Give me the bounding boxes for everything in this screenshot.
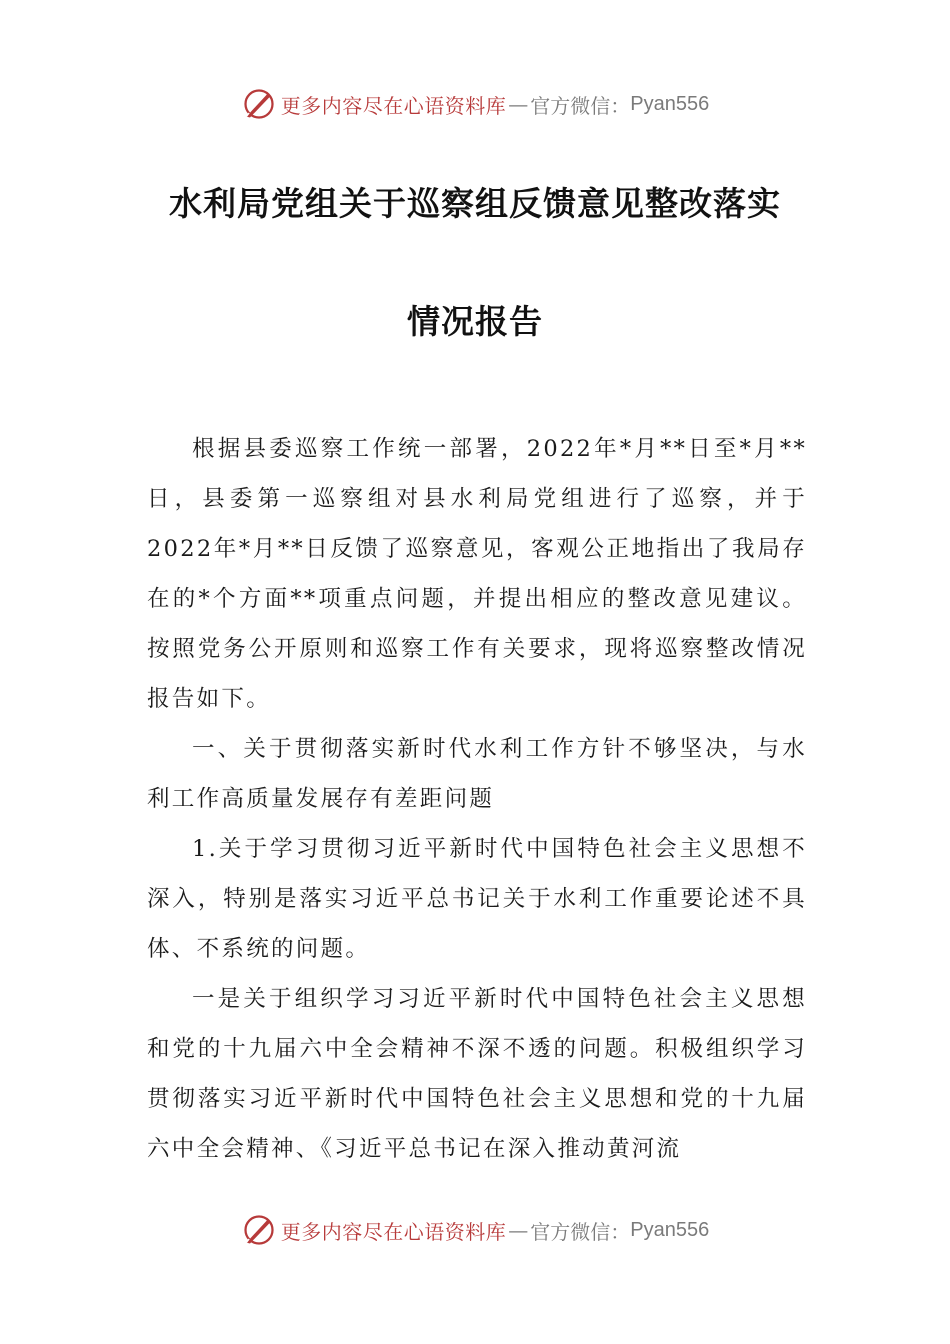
paragraph-section-heading: 一、关于贯彻落实新时代水利工作方针不够坚决，与水利工作高质量发展存有差距问题 [147,736,807,812]
watermark-text: 更多内容尽在心语资料库 [280,1219,507,1244]
watermark-banner-top [0,84,950,124]
watermark-dash: — [508,1218,529,1242]
document-title-line-2: 情况报告 [407,302,543,341]
paragraph-item-1: 1.关于学习贯彻习近平新时代中国特色社会主义思想不深入，特别是落实习近平总书记关于水利工作重要论述不具体、不系统的问题。 [147,836,807,962]
quill-logo-icon [241,86,277,122]
watermark-id: Pyan556 [630,92,710,115]
watermark-banner-bottom [0,1210,950,1250]
paragraph-point-1: 一是关于组织学习习近平新时代中国特色社会主义思想和党的十九届六中全会精神不深不透的问题。积极组织学习贯彻落实习近平新时代中国特色社会主义思想和党的十九届六中全会精神、《习近平总书记在深入推动黄河流 [147,986,807,1162]
watermark-official-label: 官方微信： [530,93,631,118]
document-body [147,424,807,1174]
watermark-official-label: 官方微信： [530,1219,631,1244]
document-title-line-1: 水利局党组关于巡察组反馈意见整改落实 [169,184,781,223]
paragraph-intro: 根据县委巡察工作统一部署，2022年*月**日至*月**日，县委第一巡察组对县水利局党组进行了巡察，并于2022年*月**日反馈了巡察意见，客观公正地指出了我局存在的*个方面**项重点问题，并提出相应的整改意见建议。按照党务公开原则和巡察工作有关要求，现将巡察整改情况报告如下。 [147,436,807,712]
watermark-id: Pyan556 [630,1218,710,1241]
quill-logo-icon [241,1212,277,1248]
watermark-dash: — [508,92,529,116]
watermark-text: 更多内容尽在心语资料库 [280,93,507,118]
